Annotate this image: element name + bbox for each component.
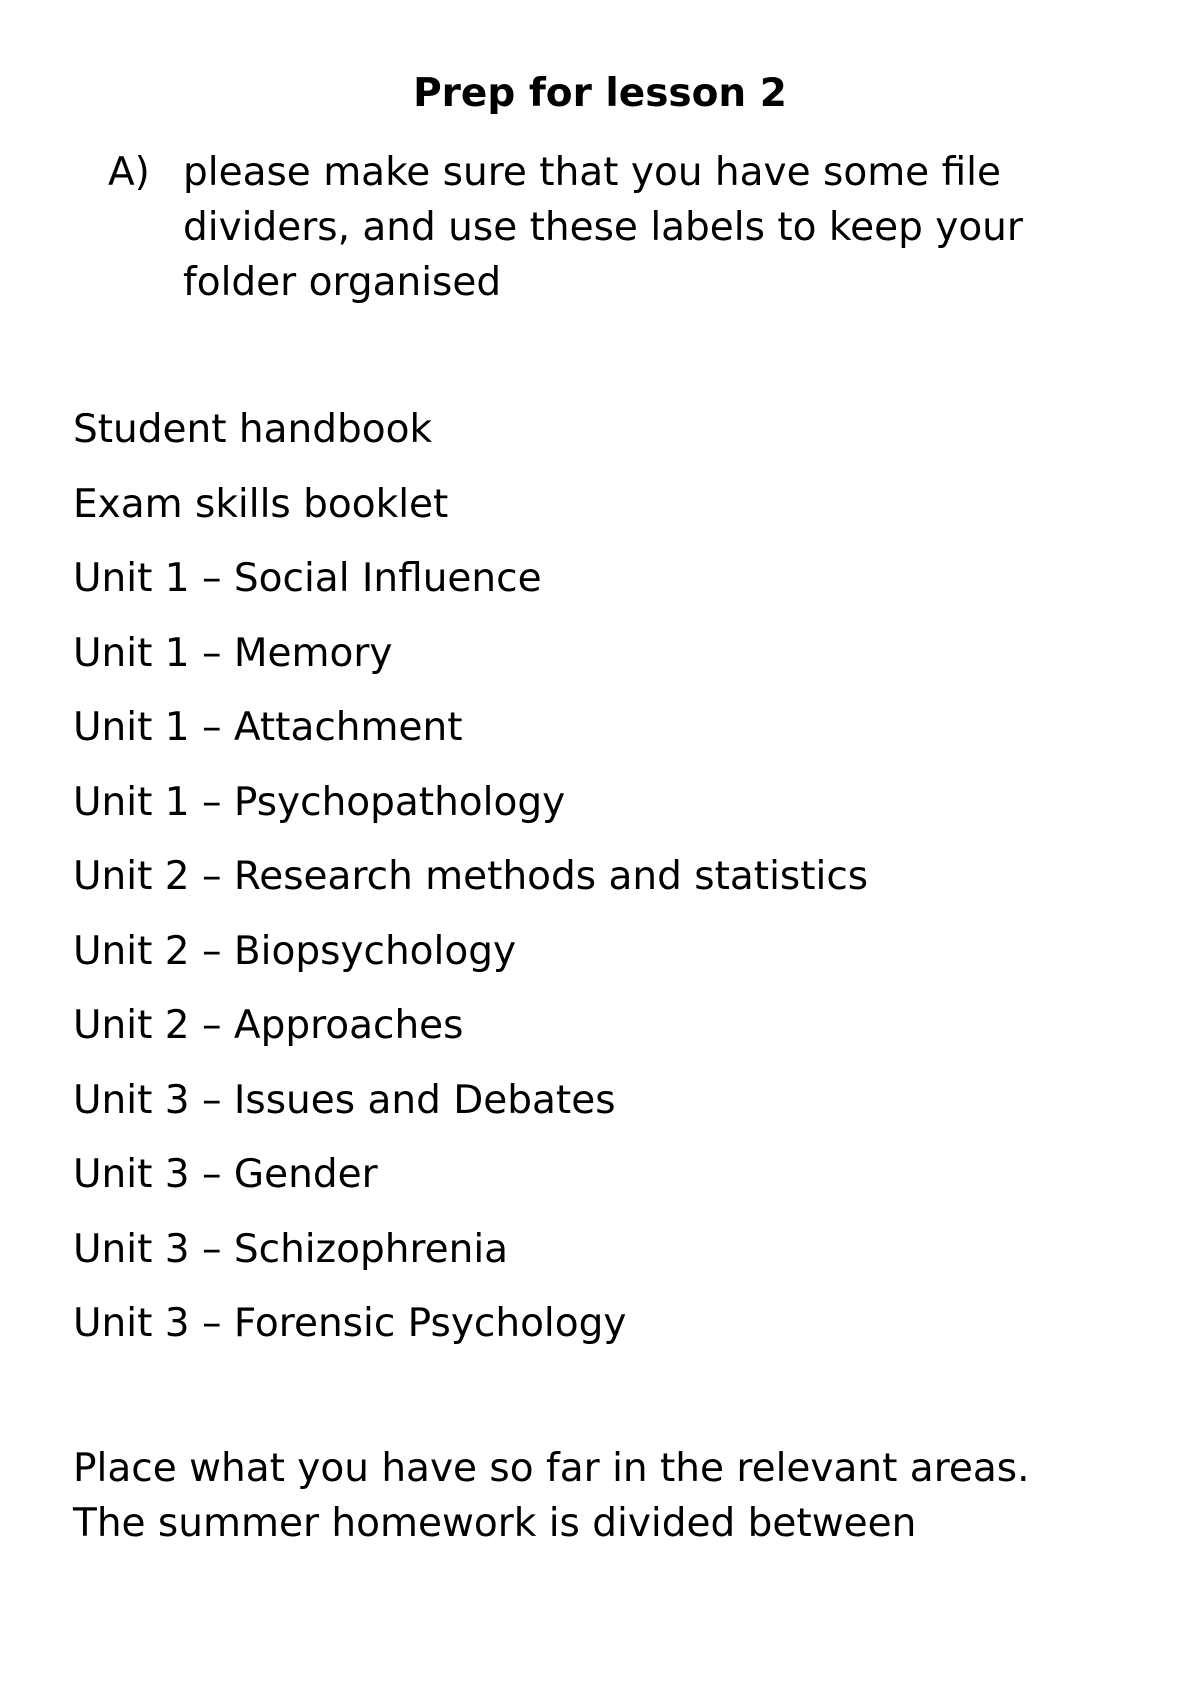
instruction-item — [108, 145, 1128, 310]
closing-paragraph — [73, 1441, 1153, 1551]
divider-label: Unit 3 – Issues and Debates — [73, 1077, 616, 1123]
instruction-marker: A) — [108, 150, 150, 195]
divider-label: Unit 3 – Forensic Psychology — [73, 1301, 627, 1346]
closing-line-2: The summer homework is divided between — [73, 1501, 917, 1546]
divider-label: Exam skills booklet — [73, 481, 449, 527]
divider-label: Unit 2 – Approaches — [73, 1003, 464, 1048]
divider-label: Unit 3 – Schizophrenia — [73, 1226, 509, 1272]
page-title: Prep for lesson 2 — [413, 71, 787, 116]
divider-label: Unit 1 – Attachment — [73, 705, 463, 750]
instruction-text: please make sure that you have some file dividers, and use these labels to keep your folder organised — [183, 150, 1023, 305]
divider-label: Unit 1 – Psychopathology — [73, 779, 566, 825]
closing-line-1: Place what you have so far in the relevant areas. — [73, 1446, 1030, 1491]
divider-label: Student handbook — [73, 407, 433, 452]
divider-label: Unit 3 – Gender — [73, 1152, 378, 1197]
divider-label: Unit 1 – Social Influence — [73, 556, 542, 601]
divider-label: Unit 2 – Research methods and statistics — [73, 854, 869, 899]
divider-label: Unit 1 – Memory — [73, 630, 393, 676]
divider-label: Unit 2 – Biopsychology — [73, 928, 517, 974]
divider-labels-list — [73, 402, 1133, 1371]
